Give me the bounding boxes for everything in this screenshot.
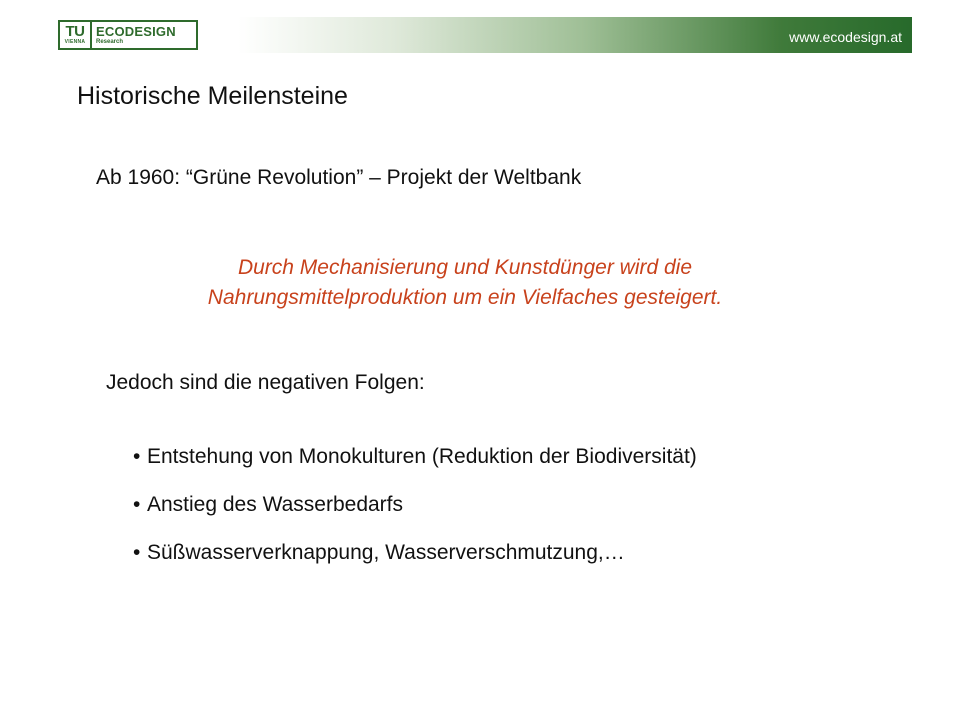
consequences-intro: Jedoch sind die negativen Folgen: xyxy=(106,371,425,394)
list-item xyxy=(133,540,697,588)
list-item xyxy=(133,444,697,492)
slide-title: Historische Meilensteine xyxy=(77,82,348,110)
site-url[interactable]: www.ecodesign.at xyxy=(789,29,902,45)
logo-name: ECODESIGN xyxy=(96,23,176,39)
logo-subtitle: Research xyxy=(96,38,124,45)
logo-vienna-text: VIENNA xyxy=(64,39,86,45)
ecodesign-logo xyxy=(58,20,198,50)
list-item-text: Anstieg des Wasserbedarfs xyxy=(147,493,404,516)
logo-tu-text: TU xyxy=(65,23,85,40)
bullet-icon: • xyxy=(133,445,141,468)
bullet-icon: • xyxy=(133,493,141,516)
bullet-icon: • xyxy=(133,541,141,564)
list-item-text: Süßwasserverknappung, Wasserverschmutzung,… xyxy=(147,541,625,564)
consequences-list xyxy=(133,444,697,588)
logo-wordmark xyxy=(92,22,196,48)
slide-subhead: Ab 1960: “Grüne Revolution” – Projekt der Weltbank xyxy=(96,166,582,189)
list-item-text: Entstehung von Monokulturen (Reduktion der Biodiversität) xyxy=(147,445,697,468)
highlight-statement: Durch Mechanisierung und Kunstdünger wird die Nahrungsmittelproduktion um ein Vielfaches gesteigert. xyxy=(207,256,723,309)
tu-logo-mark xyxy=(60,22,92,48)
list-item xyxy=(133,492,697,540)
